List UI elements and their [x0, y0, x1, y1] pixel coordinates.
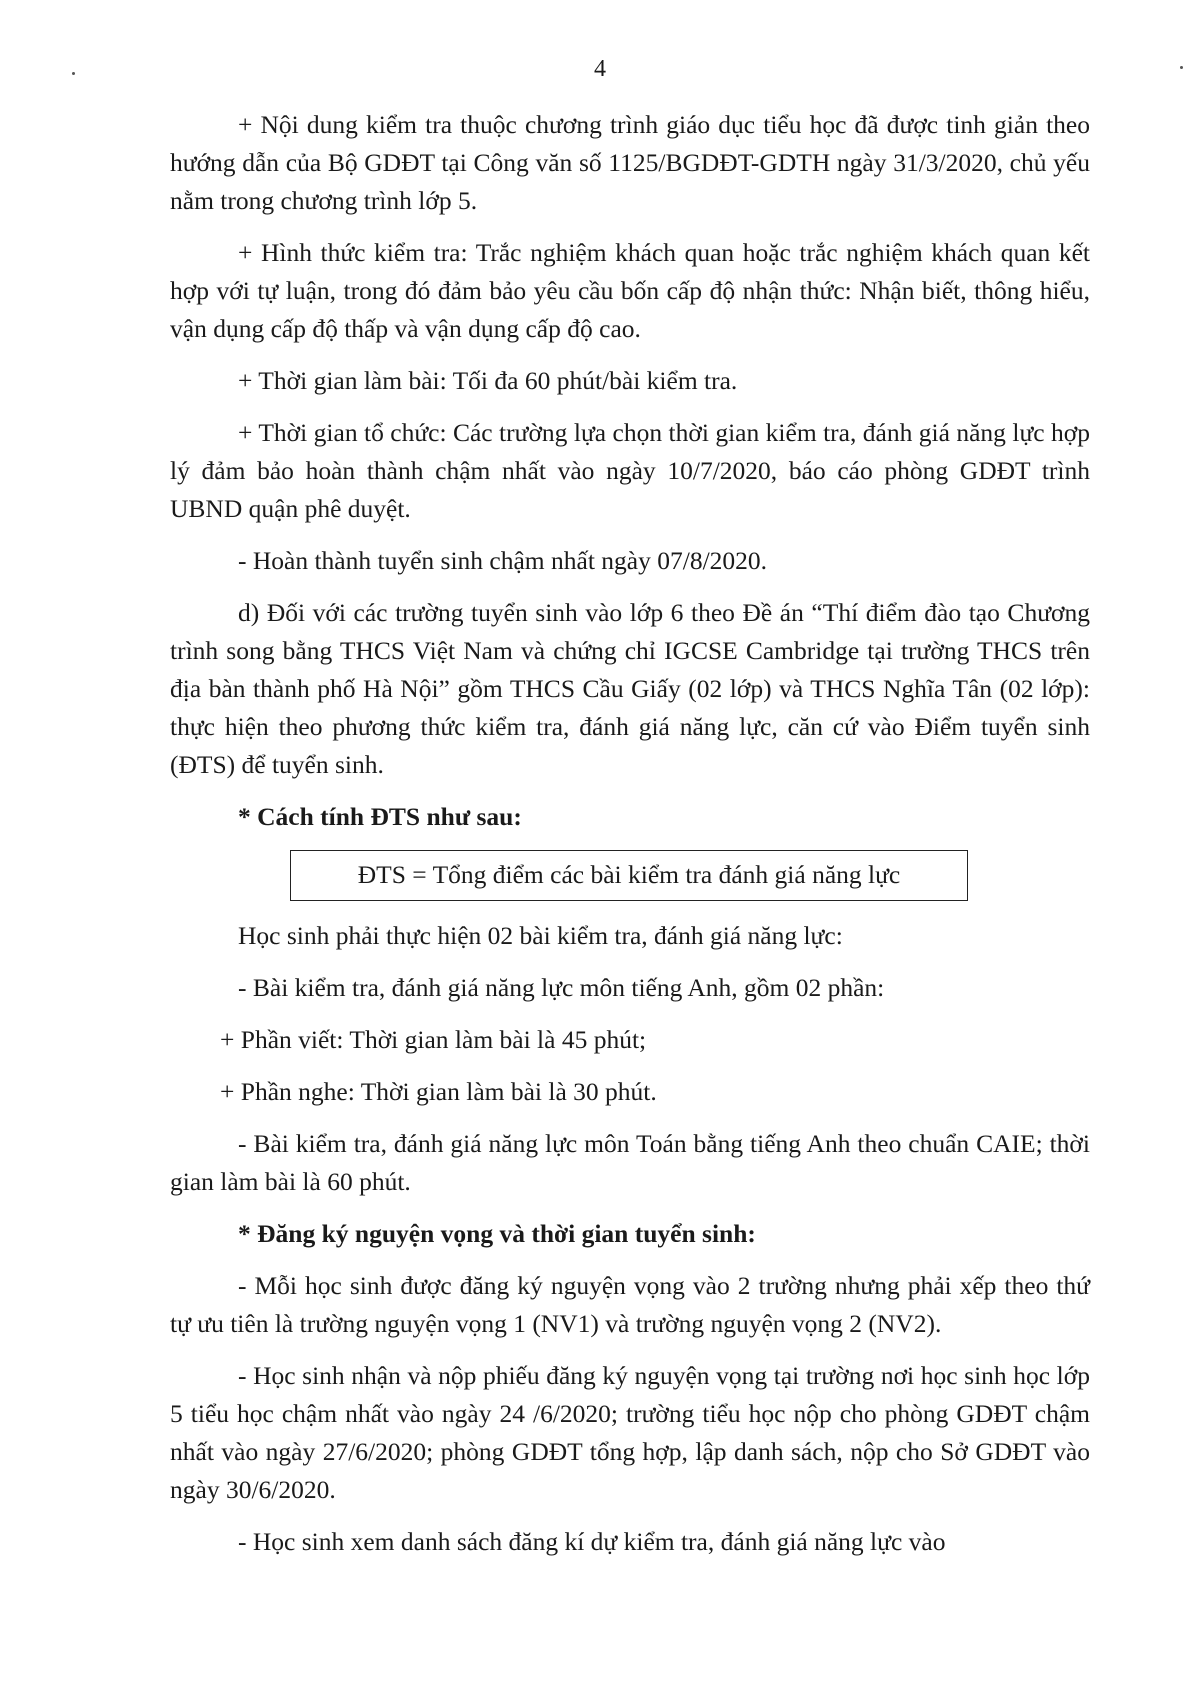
paragraph-required-tests: Học sinh phải thực hiện 02 bài kiểm tra, đánh giá năng lực: — [238, 921, 843, 950]
scan-speck — [72, 72, 75, 75]
scan-speck — [1180, 66, 1183, 69]
paragraph-english-test: - Bài kiểm tra, đánh giá năng lực môn tiếng Anh, gồm 02 phần: — [238, 973, 885, 1002]
paragraph-registration-deadlines: - Học sinh nhận và nộp phiếu đăng ký nguyện vọng tại trường nơi học sinh học lớp 5 tiểu học chậm nhất vào ngày 24 /6/2020; trường tiểu học nộp cho phòng GDĐT chậm nhất vào ngày 27/6/2020; phòng GDĐT tổng hợp, lập danh sách, nộp cho Sở GDĐT vào ngày 30/6/2020. — [170, 1361, 1090, 1504]
paragraph-listening-part: + Phần nghe: Thời gian làm bài là 30 phút. — [220, 1077, 657, 1106]
heading-registration: * Đăng ký nguyện vọng và thời gian tuyển sinh: — [238, 1219, 756, 1248]
paragraph-school-choices: - Mỗi học sinh được đăng ký nguyện vọng vào 2 trường nhưng phải xếp theo thứ tự ưu tiên là trường nguyện vọng 1 (NV1) và trường nguyện vọng 2 (NV2). — [170, 1271, 1090, 1338]
paragraph-view-list: - Học sinh xem danh sách đăng kí dự kiểm tra, đánh giá năng lực vào — [238, 1527, 946, 1556]
paragraph-content-scope: + Nội dung kiểm tra thuộc chương trình giáo dục tiểu học đã được tinh giản theo hướng dẫn của Bộ GDĐT tại Công văn số 1125/BGDĐT-GDTH ngày 31/3/2020, chủ yếu nằm trong chương trình lớp 5. — [170, 110, 1090, 215]
paragraph-writing-part: + Phần viết: Thời gian làm bài là 45 phút; — [220, 1025, 647, 1054]
paragraph-math-test: - Bài kiểm tra, đánh giá năng lực môn Toán bằng tiếng Anh theo chuẩn CAIE; thời gian làm bài là 60 phút. — [170, 1129, 1090, 1196]
paragraph-completion-deadline: - Hoàn thành tuyển sinh chậm nhất ngày 07/8/2020. — [238, 546, 768, 575]
paragraph-organization-time: + Thời gian tổ chức: Các trường lựa chọn thời gian kiểm tra, đánh giá năng lực hợp lý đảm bảo hoàn thành chậm nhất vào ngày 10/7/2020, báo cáo phòng GDĐT trình UBND quận phê duyệt. — [170, 418, 1090, 523]
page-number: 4 — [594, 56, 606, 82]
heading-dts-calculation: * Cách tính ĐTS như sau: — [238, 802, 522, 831]
document-body — [170, 106, 1090, 1575]
paragraph-test-duration: + Thời gian làm bài: Tối đa 60 phút/bài kiểm tra. — [238, 366, 738, 395]
paragraph-section-d: d) Đối với các trường tuyển sinh vào lớp 6 theo Đề án “Thí điểm đào tạo Chương trình song bằng THCS Việt Nam và chứng chỉ IGCSE Cambridge tại trường THCS trên địa bàn thành phố Hà Nội” gồm THCS Cầu Giấy (02 lớp) và THCS Nghĩa Tân (02 lớp): thực hiện theo phương thức kiểm tra, đánh giá năng lực, căn cứ vào Điểm tuyển sinh (ĐTS) để tuyển sinh. — [170, 598, 1090, 779]
paragraph-test-format: + Hình thức kiểm tra: Trắc nghiệm khách quan hoặc trắc nghiệm khách quan kết hợp với tự luận, trong đó đảm bảo yêu cầu bốn cấp độ nhận thức: Nhận biết, thông hiểu, vận dụng cấp độ thấp và vận dụng cấp độ cao. — [170, 238, 1090, 343]
formula-box: ĐTS = Tổng điểm các bài kiểm tra đánh giá năng lực — [290, 850, 968, 901]
